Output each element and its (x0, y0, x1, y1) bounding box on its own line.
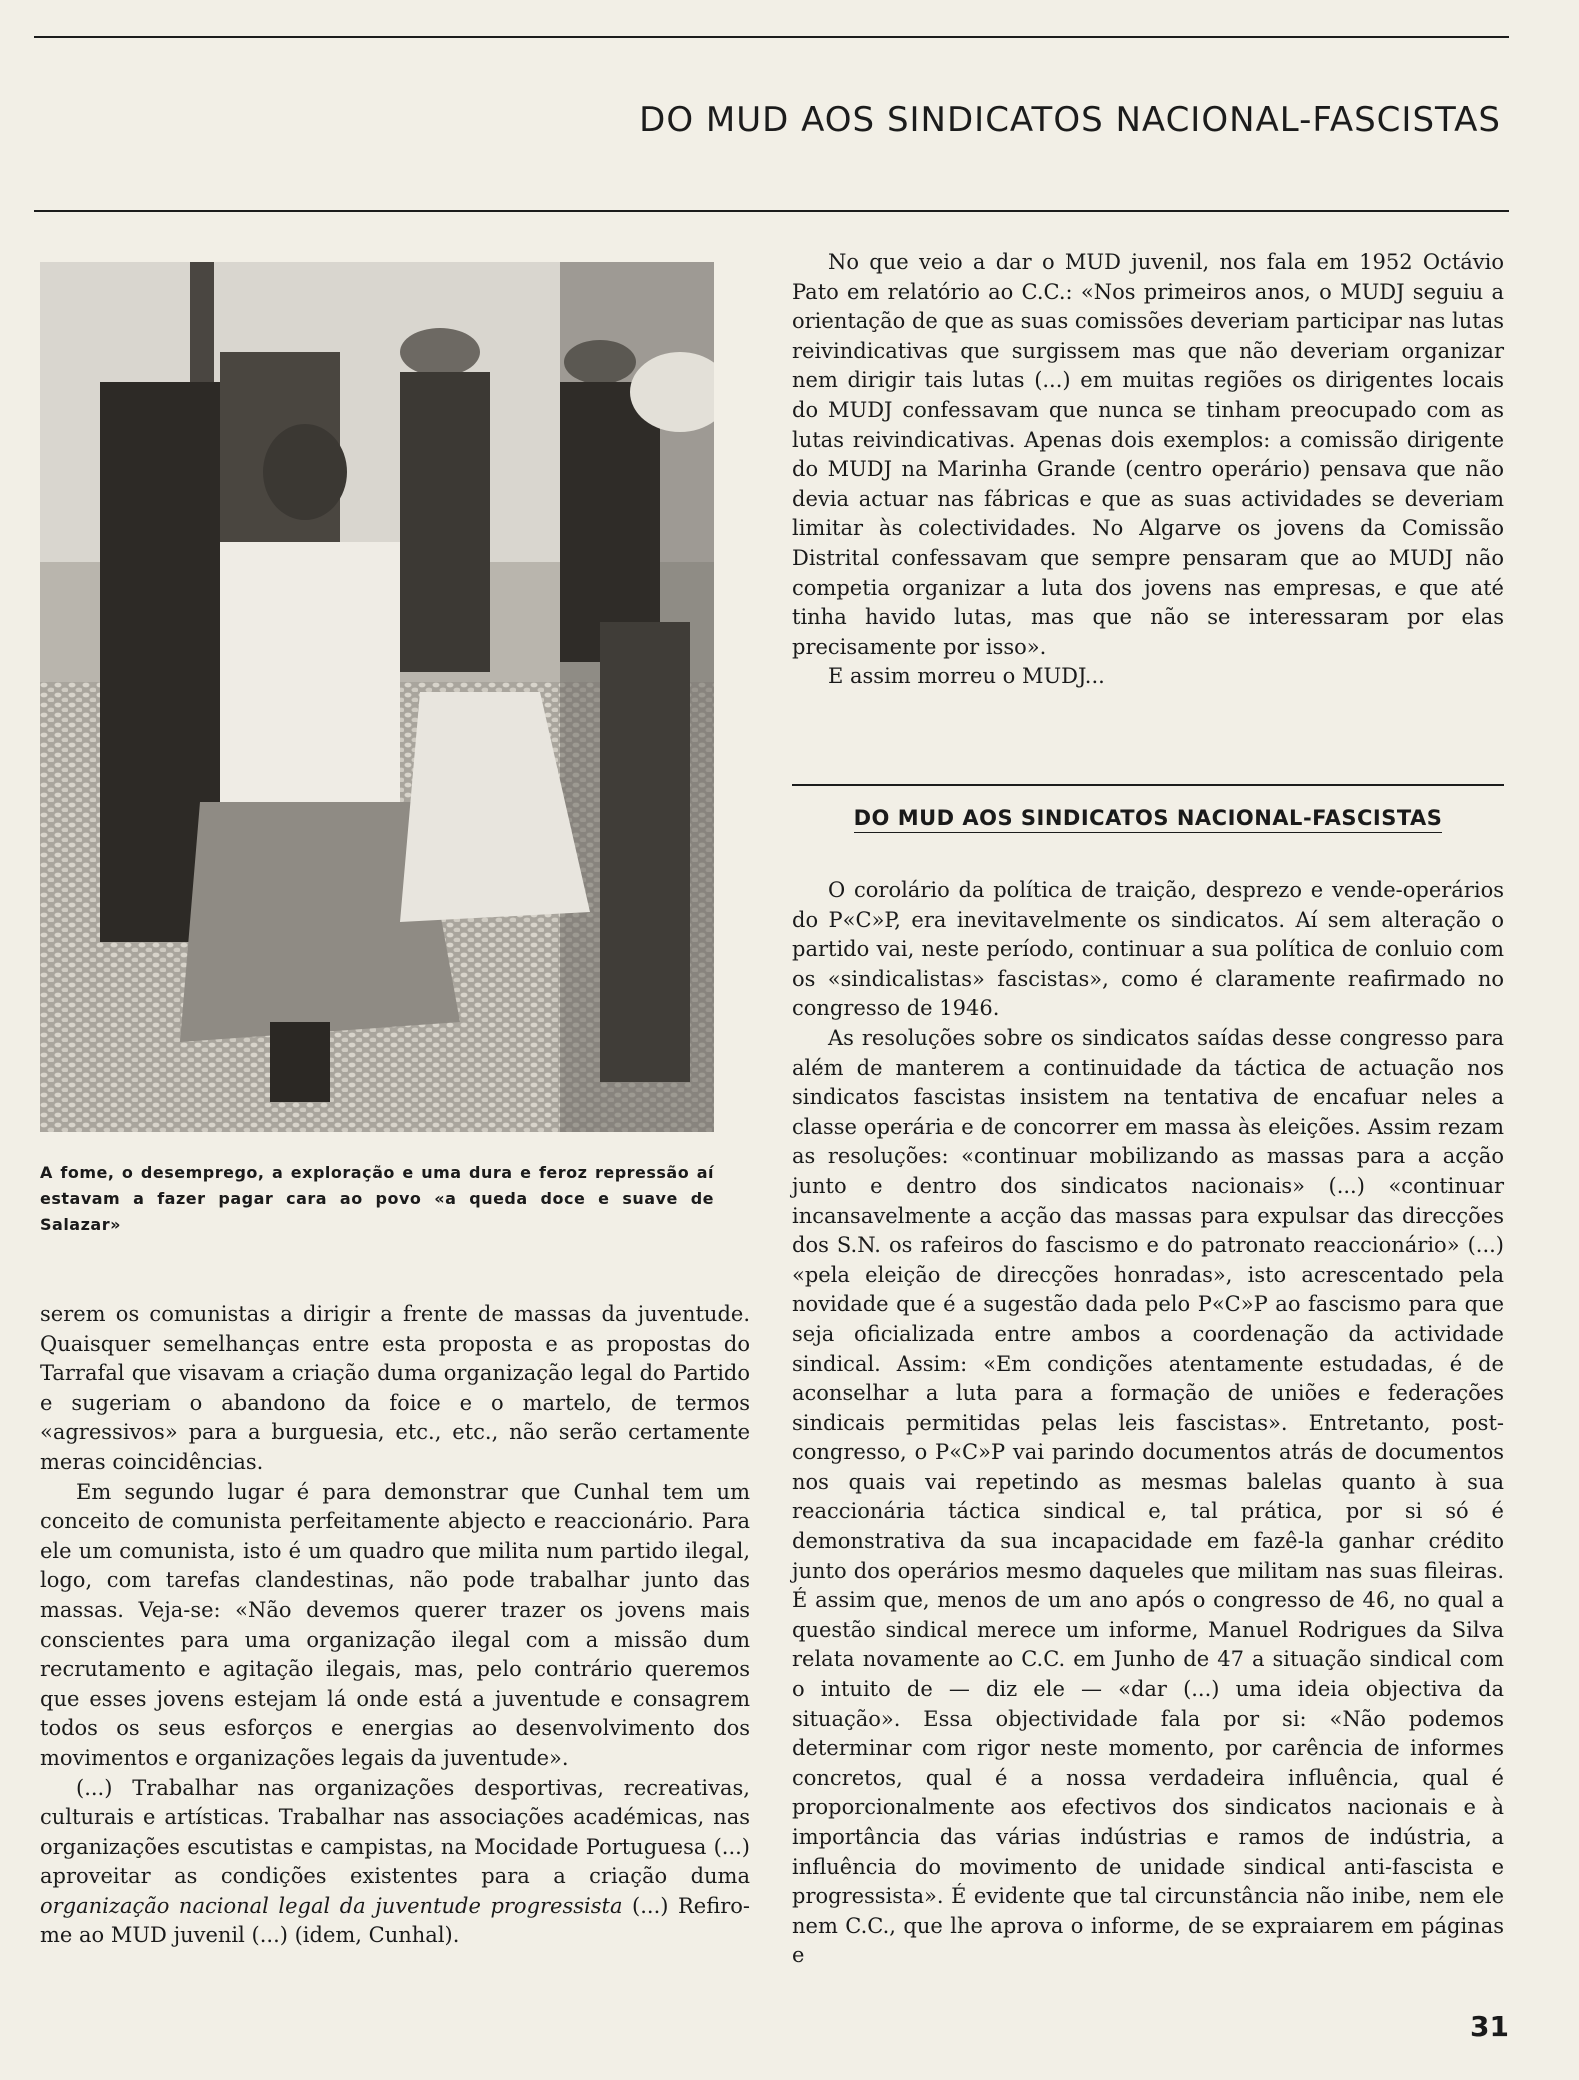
italic-phrase: organização nacional legal da juventude progressista (40, 1893, 623, 1918)
photo-caption: A fome, o desemprego, a exploração e uma dura e feroz repressão aí estavam a fazer pagar cara ao povo «a queda doce e suave de Salazar» (40, 1163, 714, 1234)
page-number: 31 (1470, 2010, 1509, 2043)
section-rule (792, 784, 1504, 786)
paragraph: Em segundo lugar é para demonstrar que Cunhal tem um conceito de comunista perfeitamente abjecto e reaccionário. Para ele um comunista, isto é um quadro que milita num partido ilegal, logo, com tarefas clandestinas, não pode trabalhar junto das massas. Veja-se: «Não devemos querer trazer os jovens mais conscientes para uma organização ilegal com a missão dum recrutamento e agitação ilegais, mas, pelo contrário queremos que esses jovens estejam lá onde está a juventude e consagrem todos os seus esforços e energias ao desenvolvimento dos movimentos e organizações legais da juventude». (40, 1479, 750, 1770)
photo-illustration (40, 262, 714, 1132)
right-column-section-text (792, 876, 1504, 1971)
paragraph: serem os comunistas a dirigir a frente de massas da juventude. Quaisquer semelhanças entre esta proposta e as propostas do Tarrafal que visavam a criação duma organização legal do Partido e sugeriam o abandono da foice e o martelo, de termos «agressivos» para a burguesia, etc., etc., não serão certamente meras coincidências. (40, 1302, 750, 1474)
section-heading-text: DO MUD AOS SINDICATOS NACIONAL-FASCISTAS (854, 806, 1443, 833)
header-rule (34, 210, 1509, 212)
top-rule (34, 36, 1509, 38)
paragraph-text: (...) Trabalhar nas organizações desportivas, recreativas, culturais e artísticas. Trabalhar nas associações académicas, nas organizações escutistas e campistas, na Mocidade Portuguesa (...) aproveitar as condições existentes para a criação duma (40, 1775, 750, 1889)
paragraph-text: (...) Refiro-me ao MUD juvenil (...) (idem, Cunhal). (40, 1893, 750, 1948)
paragraph: No que veio a dar o MUD juvenil, nos fala em 1952 Octávio Pato em relatório ao C.C.: «Nos primeiros anos, o MUDJ seguiu a orientação de que as suas comissões deveriam participar nas lutas reivindicativas que surgissem mas que não deveriam organizar nem dirigir tais lutas (...) em muitas regiões os dirigentes locais do MUDJ confessavam que nunca se tinham preocupado com as lutas reivindicativas. Apenas dois exemplos: a comissão dirigente do MUDJ na Marinha Grande (centro operário) pensava que não devia actuar nas fábricas e que as suas actividades se deveriam limitar às colectividades. No Algarve os jovens da Comissão Distrital confessavam que sempre pensaram que ao MUDJ não competia organizar a luta dos jovens nas empresas, e que até tinha havido lutas, mas que não se interessaram por elas precisamente por isso». (792, 250, 1504, 659)
running-title: DO MUD AOS SINDICATOS NACIONAL-FASCISTAS (639, 100, 1501, 140)
paragraph: As resoluções sobre os sindicatos saídas desse congresso para além de manterem a continuidade da táctica de actuação nos sindicatos fascistas insistem na tentativa de encafuar neles a classe operária e de concorrer em massa às eleições. Assim rezam as resoluções: «continuar mobilizando as massas para a acção junto e dentro dos sindicatos nacionais» (...) «continuar incansavelmente a acção das massas para expulsar das direcções dos S.N. os rafeiros do fascismo e do patronato reaccionário» (...) «pela eleição de direcções honradas», isto acrescentado pela novidade que é a sugestão dada pelo P«C»P ao fascismo para que seja oficializada entre ambos a coordenação da actividade sindical. Assim: «Em condições atentamente estudadas, é de aconselhar a luta para a formação de uniões e federações sindicais permitidas pelas leis fascistas». Entretanto, post-congresso, o P«C»P vai parindo documentos atrás de documentos nos quais vai repetindo as mesmas balelas quanto à sua reaccionária táctica sindical e, tal prática, por si só é demonstrativa da sua incapacidade em fazê-la ganhar crédito junto dos operários mesmo daqueles que militam nas suas fileiras. É assim que, menos de um ano após o congresso de 46, no qual a questão sindical merece um informe, Manuel Rodrigues da Silva relata novamente ao C.C. em Junho de 47 a situação sindical com o intuito de — diz ele — «dar (...) uma ideia objectiva da situação». Essa objectividade fala por si: «Não podemos determinar com rigor neste momento, por carência de informes concretos, qual é a nossa verdadeira influência, qual é proporcionalmente aos efectivos dos sindicatos nacionais e à importância das várias indústrias e ramos de indústria, a influência do movimento de unidade sindical anti-fascista e progressista». É evidente que tal circunstância não inibe, nem ele nem C.C., que lhe aprova o informe, de se expraiarem em páginas e (792, 1025, 1504, 1968)
right-column-top-text (792, 248, 1504, 692)
paragraph (40, 1774, 750, 1952)
street-photo (40, 262, 714, 1132)
paragraph: O corolário da política de traição, desprezo e vende-operários do P«C»P, era inevitavelmente os sindicatos. Aí sem alteração o partido vai, neste período, continuar a sua política de conluio com os «sindicalistas» fascistas», como é claramente reafirmado no congresso de 1946. (792, 878, 1504, 1021)
left-column-text (40, 1300, 750, 1951)
paragraph: E assim morreu o MUDJ... (828, 664, 1105, 689)
section-heading (792, 806, 1504, 830)
